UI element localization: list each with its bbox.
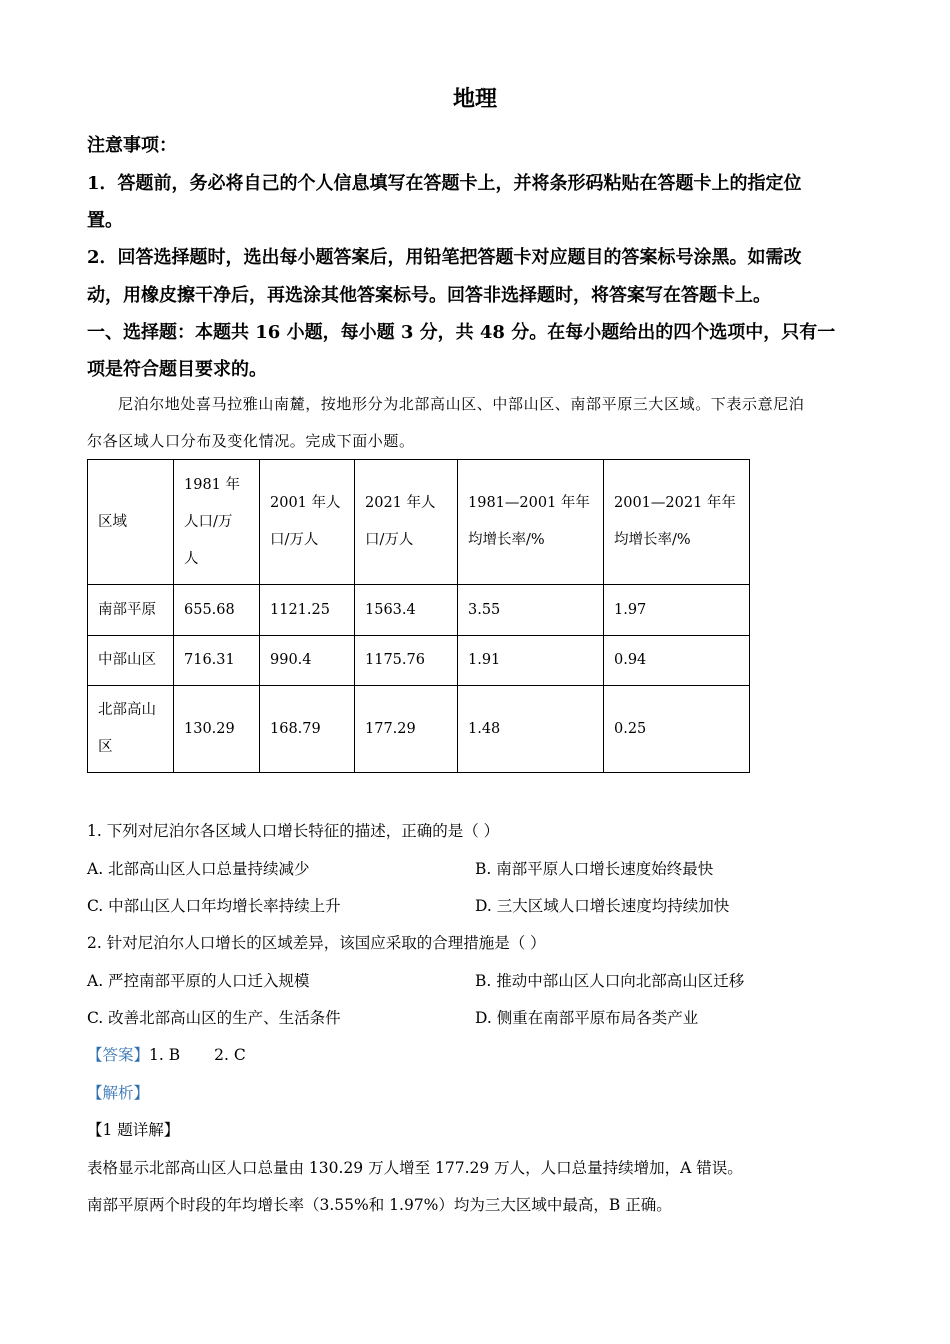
table-row — [88, 686, 750, 773]
question-1-stem: 1. 下列对尼泊尔各区域人口增长特征的描述，正确的是（ ） — [87, 822, 500, 840]
detail-line-1: 表格显示北部高山区人口总量由 130.29 万人增至 177.29 万人，人口总量持续增加，A 错误。 — [87, 1159, 743, 1177]
answer-2: 2. C — [214, 1046, 246, 1064]
table-cell: 0.25 — [604, 686, 750, 773]
header-cell: 区域 — [88, 460, 174, 585]
header-cell: 2021 年人 口/万人 — [355, 460, 458, 585]
population-table — [87, 459, 750, 773]
detail-heading: 【1 题详解】 — [87, 1121, 180, 1139]
table-row — [88, 585, 750, 636]
table-cell: 1175.76 — [355, 636, 458, 686]
question-2-option-d: D. 侧重在南部平原布局各类产业 — [475, 1009, 699, 1027]
region-cell: 北部高山 区 — [88, 686, 174, 773]
notice-item-2: 2．回答选择题时，选出每小题答案后，用铅笔把答题卡对应题目的答案标号涂黑。如需改 — [87, 247, 802, 268]
header-cell: 1981—2001 年年 均增长率/% — [458, 460, 604, 585]
section-heading: 一、选择题：本题共 16 小题，每小题 3 分，共 48 分。在每小题给出的四个选项中，只有一 — [87, 322, 836, 343]
question-1-option-b: B. 南部平原人口增长速度始终最快 — [475, 860, 714, 878]
intro-paragraph-cont: 尔各区域人口分布及变化情况。完成下面小题。 — [87, 432, 415, 450]
header-cell: 2001 年人 口/万人 — [260, 460, 355, 585]
table-cell: 1.91 — [458, 636, 604, 686]
region-cell: 南部平原 — [88, 585, 174, 636]
region-cell: 中部山区 — [88, 636, 174, 686]
table-cell: 1563.4 — [355, 585, 458, 636]
question-1-option-d: D. 三大区域人口增长速度均持续加快 — [475, 897, 730, 915]
table-cell: 0.94 — [604, 636, 750, 686]
notice-item-1-cont: 置。 — [87, 210, 123, 231]
table-cell: 177.29 — [355, 686, 458, 773]
section-heading-cont: 项是符合题目要求的。 — [87, 359, 267, 380]
question-2-option-a: A. 严控南部平原的人口迁入规模 — [87, 972, 310, 990]
detail-line-2: 南部平原两个时段的年均增长率（3.55%和 1.97%）均为三大区域中最高，B 正确。 — [87, 1196, 672, 1214]
table-cell: 1.48 — [458, 686, 604, 773]
notice-item-2-cont: 动，用橡皮擦干净后，再选涂其他答案标号。回答非选择题时，将答案写在答题卡上。 — [87, 285, 771, 306]
table-cell: 655.68 — [174, 585, 260, 636]
table-cell: 1121.25 — [260, 585, 355, 636]
question-1-option-a: A. 北部高山区人口总量持续减少 — [87, 860, 310, 878]
intro-paragraph: 尼泊尔地处喜马拉雅山南麓，按地形分为北部高山区、中部山区、南部平原三大区域。下表示意尼泊 — [118, 395, 805, 413]
answer-line — [87, 1043, 246, 1065]
question-1-option-c: C. 中部山区人口年均增长率持续上升 — [87, 897, 341, 915]
analysis-label: 【解析】 — [87, 1084, 150, 1102]
table-row — [88, 636, 750, 686]
header-cell: 1981 年 人口/万 人 — [174, 460, 260, 585]
notice-item-1: 1．答题前，务必将自己的个人信息填写在答题卡上，并将条形码粘贴在答题卡上的指定位 — [87, 173, 802, 194]
table-cell: 990.4 — [260, 636, 355, 686]
table-cell: 168.79 — [260, 686, 355, 773]
question-2-option-c: C. 改善北部高山区的生产、生活条件 — [87, 1009, 341, 1027]
header-cell: 2001—2021 年年 均增长率/% — [604, 460, 750, 585]
table-cell: 130.29 — [174, 686, 260, 773]
table-header-row — [88, 460, 750, 585]
answer-label: 【答案】 — [87, 1046, 150, 1064]
page-title: 地理 — [452, 86, 497, 112]
question-2-stem: 2. 针对尼泊尔人口增长的区域差异，该国应采取的合理措施是（ ） — [87, 934, 546, 952]
table-cell: 1.97 — [604, 585, 750, 636]
question-2-option-b: B. 推动中部山区人口向北部高山区迁移 — [475, 972, 745, 990]
notice-heading: 注意事项： — [87, 135, 177, 156]
answer-1: 1. B — [149, 1046, 181, 1064]
table-cell: 716.31 — [174, 636, 260, 686]
table-cell: 3.55 — [458, 585, 604, 636]
